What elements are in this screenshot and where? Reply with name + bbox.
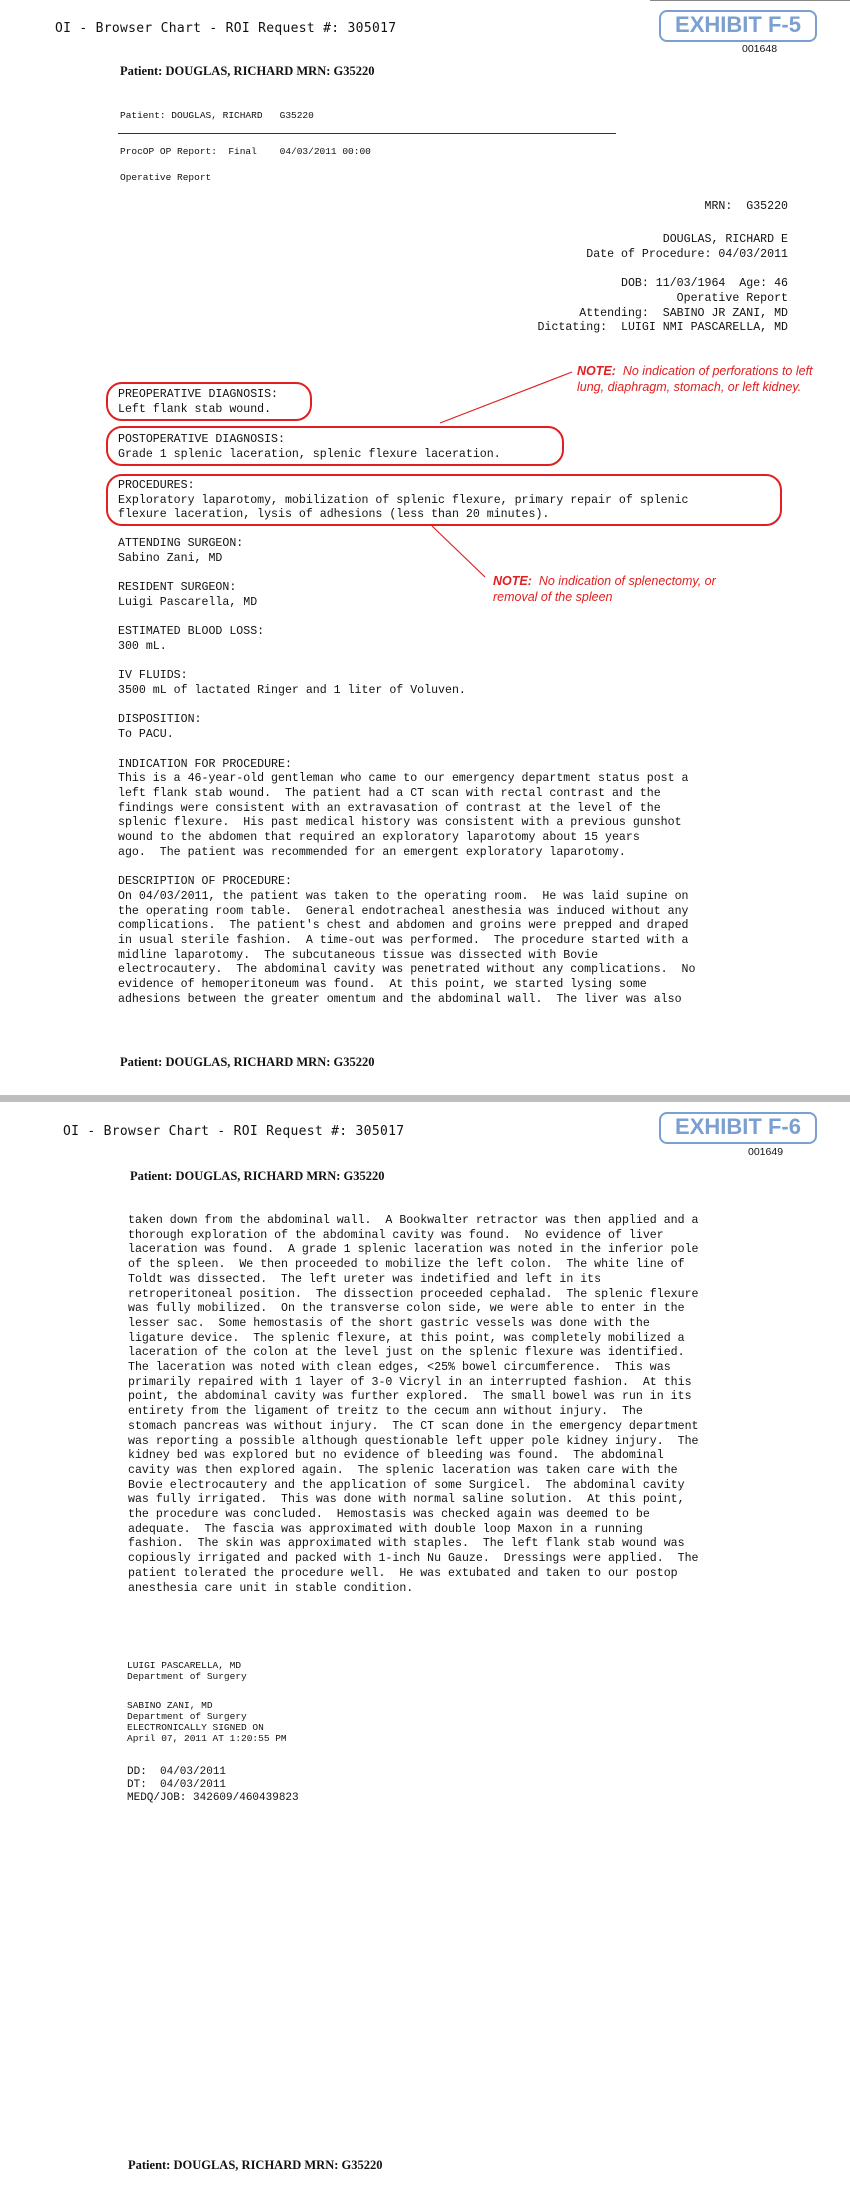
document-page-1 [0,0,850,1095]
report-status-line: ProcOP OP Report: Final 04/03/2011 00:00 [120,146,371,157]
chart-header: OI - Browser Chart - ROI Request #: 305017 [63,1124,405,1139]
resident-signature-block: LUIGI PASCARELLA, MD Department of Surgery [127,1660,247,1682]
patient-banner: Patient: DOUGLAS, RICHARD MRN: G35220 [130,1169,385,1183]
document-page-2 [0,1102,850,2200]
note-splenectomy: NOTE: No indication of splenectomy, or removal of the spleen [493,574,716,604]
patient-footer: Patient: DOUGLAS, RICHARD MRN: G35220 [128,2158,383,2172]
exhibit-label: EXHIBIT F-6 [659,1112,817,1144]
postoperative-diagnosis: POSTOPERATIVE DIAGNOSIS: Grade 1 splenic laceration, splenic flexure laceration. [118,433,501,461]
operative-report-body-continued: taken down from the abdominal wall. A Bookwalter retractor was then applied and a thorough exploration of the abdominal cavity was found. No evidence of liver laceration was found. A grade 1 splenic laceration was noted in the inferior pole of the spleen. We then proceeded to mobilize the left colon. The white line of Toldt was dissected. The left ureter was indetified and left in its retroperitoneal position. The dissection proceeded cephalad. The splenic flexure was fully mobilized. On the transverse colon side, we were able to enter in the lesser sac. Some hemostasis of the short gastric vessels was done with the ligature device. The splenic flexure, at this point, was completely mobilized a laceration of the colon at the level just on the splenic flexure was identified. The laceration was noted with clean edges, <25% bowel circumference. This was primarily repaired with 1 layer of 3-0 Vicryl in an interrupted fashion. At this point, the abdominal cavity was further explored. The small bowel was run in its entirety from the ligament of treitz to the cecum ann without injury. The stomach pancreas was without injury. The CT scan done in the emergency department was reporting a possible although questionable left upper pole kidney injury. The kidney bed was explored but no evidence of bleeding was found. The abdominal cavity was then explored again. The splenic laceration was taken care with the Bovie electrocautery and the application of some Surgicel. The abdominal cavity was fully irrigated. This was done with normal saline solution. At this point, the procedure was concluded. Hemostasis was checked again was deemed to be adequate. The fascia was approximated with double loop Maxon in a running fashion. The skin was approximated with staples. The left flank stab wound was copiously irrigated and packed with 1-inch Nu Gauze. Dressings were applied. The patient tolerated the procedure well. He was extubated and taken to our postop anesthesia care unit in stable condition. [128,1214,699,1595]
bates-number: 001648 [742,43,778,55]
page-separator [0,1095,850,1102]
operative-report-body: ATTENDING SURGEON: Sabino Zani, MD RESIDENT SURGEON: Luigi Pascarella, MD ESTIMATED BLOOD LOSS: 300 mL. IV FLUIDS: 3500 mL of lactated Ringer and 1 liter of Voluven. DISPOSITION: To PACU. INDICATION FOR PROCEDURE: This is a 46-year-old gentleman who came to our emergency department status post a left flank stab wound. The patient had a CT scan with rectal contrast and the findings were consistent with an extravasation of contrast at the level of the splenic flexure. His past medical history was consistent with a previous gunshot wound to the abdomen that required an exploratory laparotomy about 15 years ago. The patient was recommended for an emergent exploratory laparotomy. DESCRIPTION OF PROCEDURE: On 04/03/2011, the patient was taken to the operating room. He was laid supine on the operating room table. General endotracheal anesthesia was induced without any complications. The patient's chest and abdomen and groins were prepped and draped in usual sterile fashion. A time-out was performed. The procedure started with a midline laparotomy. The subcutaneous tissue was dissected with Bovie electrocautery. The abdominal cavity was penetrated without any complications. No evidence of hemoperitoneum was found. At this point, we started lysing some adhesions between the greater omentum and the abdominal wall. The liver was also [118,537,696,1006]
dictation-dates: DD: 04/03/2011 DT: 04/03/2011 MEDQ/JOB: 342609/460439823 [127,1766,299,1804]
procedures-section: PROCEDURES: Exploratory laparotomy, mobilization of splenic flexure, primary repair of splenic flexure laceration, lysis of adhesions (less than 20 minutes). [118,479,689,522]
patient-footer: Patient: DOUGLAS, RICHARD MRN: G35220 [120,1055,375,1069]
preoperative-diagnosis: PREOPERATIVE DIAGNOSIS: Left flank stab wound. [118,388,279,416]
bates-number: 001649 [748,1146,784,1158]
procedure-info-block: DOUGLAS, RICHARD E Date of Procedure: 04/03/2011 DOB: 11/03/1964 Age: 46 Operative Report Attending: SABINO JR ZANI, MD Dictating: LUIGI NMI PASCARELLA, MD [537,233,788,335]
patient-banner: Patient: DOUGLAS, RICHARD MRN: G35220 [120,64,375,78]
note1-pointer-line [440,372,572,423]
patient-id-line: Patient: DOUGLAS, RICHARD G35220 [120,110,314,121]
note-perforations: NOTE: No indication of perforations to left lung, diaphragm, stomach, or left kidney. [577,364,813,394]
report-title: Operative Report [120,172,212,183]
chart-header: OI - Browser Chart - ROI Request #: 305017 [55,21,397,36]
exhibit-label: EXHIBIT F-5 [659,10,817,42]
mrn-line: MRN: G35220 [704,200,788,213]
attending-signature-block: SABINO ZANI, MD Department of Surgery ELECTRONICALLY SIGNED ON April 07, 2011 AT 1:20:55 PM [127,1700,287,1744]
